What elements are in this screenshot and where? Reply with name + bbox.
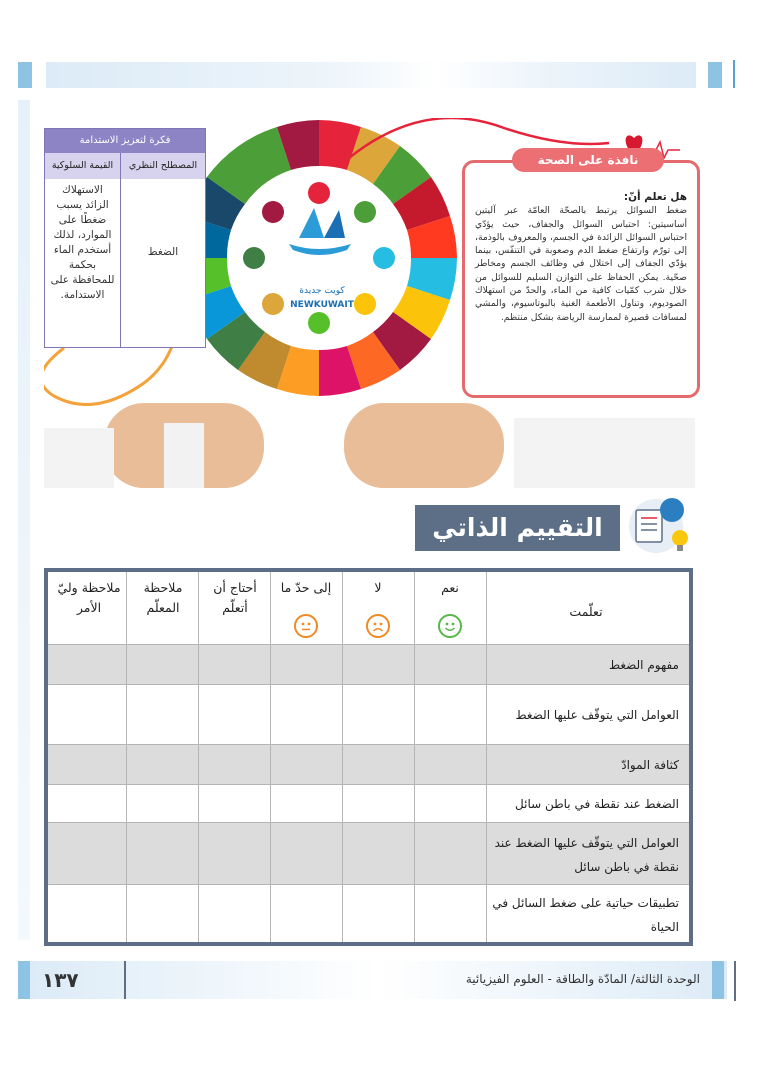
header-learned: تعلّمت [569,604,603,619]
row-label: العوامل التي يتوقّف عليها الضغط [515,708,679,722]
table-row [48,684,689,745]
header-parent-note: ملاحظة وليّ الأمر [57,580,121,615]
table-row [48,644,689,685]
sad-face-icon [366,614,390,638]
column-divider [342,572,343,942]
top-bar [46,62,696,88]
row-label: العوامل التي يتوقّف عليها الضغط عند نقطة في باطن سائل [494,836,679,874]
table-row [48,784,689,823]
sustainability-term: الضغط [147,246,179,258]
sustainability-value: الاستهلاك الزائد يسبب ضغطًا على الموارد، لذلك أستخدم الماء بحكمة للمحافظة على الاستدامة. [50,184,115,301]
column-divider [486,572,487,942]
logo-english: NEWKUWAIT [290,300,354,310]
health-window-title: نافذة على الصحة [512,148,664,172]
table-row [48,884,689,943]
health-window-box [462,160,700,398]
header-somewhat: إلى حدّ ما [280,580,332,595]
top-bar-left-block [18,62,32,88]
self-eval-icon [626,494,694,556]
top-bar-right-block [708,62,722,88]
footer-right-block [712,961,724,999]
sustainability-col-value: القيمة السلوكية [45,153,121,179]
row-label: كثافة الموادّ [621,758,679,772]
footer-left-block [18,961,30,999]
header-need-learn: أحتاج أن أتعلّم [213,580,257,615]
neutral-face-icon [294,614,318,638]
table-row [48,744,689,785]
page-number: ١٣٧ [42,968,79,992]
footer-unit-text: الوحدة الثالثة/ المادّة والطاقة - العلوم الفيزيائية [465,972,700,986]
footer-divider [124,961,126,999]
health-text [475,191,687,324]
table-row [48,822,689,885]
happy-face-icon [438,614,462,638]
row-label: تطبيقات حياتية على ضغط السائل في الحياة [492,896,679,934]
column-divider [414,572,415,942]
self-eval-title: التقييم الذاتي [415,505,620,551]
logo-arabic: كويت جديدة [299,286,345,296]
header-no: لا [374,580,382,595]
hands-illustration [44,403,695,488]
side-strip [18,100,30,940]
self-eval-table [44,568,693,946]
top-bar-line [733,60,735,88]
sustainability-title: فكرة لتعزيز الاستدامة [45,129,205,153]
header-yes: نعم [441,580,459,595]
row-label: الضغط عند نقطة في باطن سائل [515,797,679,811]
health-question: هل تعلم أنّ: [623,191,687,203]
row-label: مفهوم الضغط [608,658,679,672]
sustainability-col-term: المصطلح النظري [121,153,205,179]
health-body: ضغط السوائل يرتبط بالصحّة العامّة عبر آليتين أساسيتين: احتباس السوائل والجفاف، حيث يؤدّي احتباس السوائل الزائدة في الجسم، والمعروف بالوذمة، إلى تورّم وارتفاع ضغط الدم وصعوبة في التنفّس، بينما يؤدّي الجفاف إلى اختلال في وظائف الجسم ومخاطر صحّية. يمكن الحفاظ على التوازن السليم للسوائل من خلال شرب كمّيات كافية من الماء، والحدّ من استهلاك الصوديوم، وتناول الأطعمة الغنية بالبوتاسيوم، والمشي لمسافات قصيرة لممارسة الرياضة بشكل منتظم. [475,205,687,323]
footer-line [734,961,736,1001]
column-divider [198,572,199,942]
header-teacher-note: ملاحظة المعلّم [143,580,183,615]
sustainability-box [44,128,206,348]
column-divider [270,572,271,942]
column-divider [126,572,127,942]
